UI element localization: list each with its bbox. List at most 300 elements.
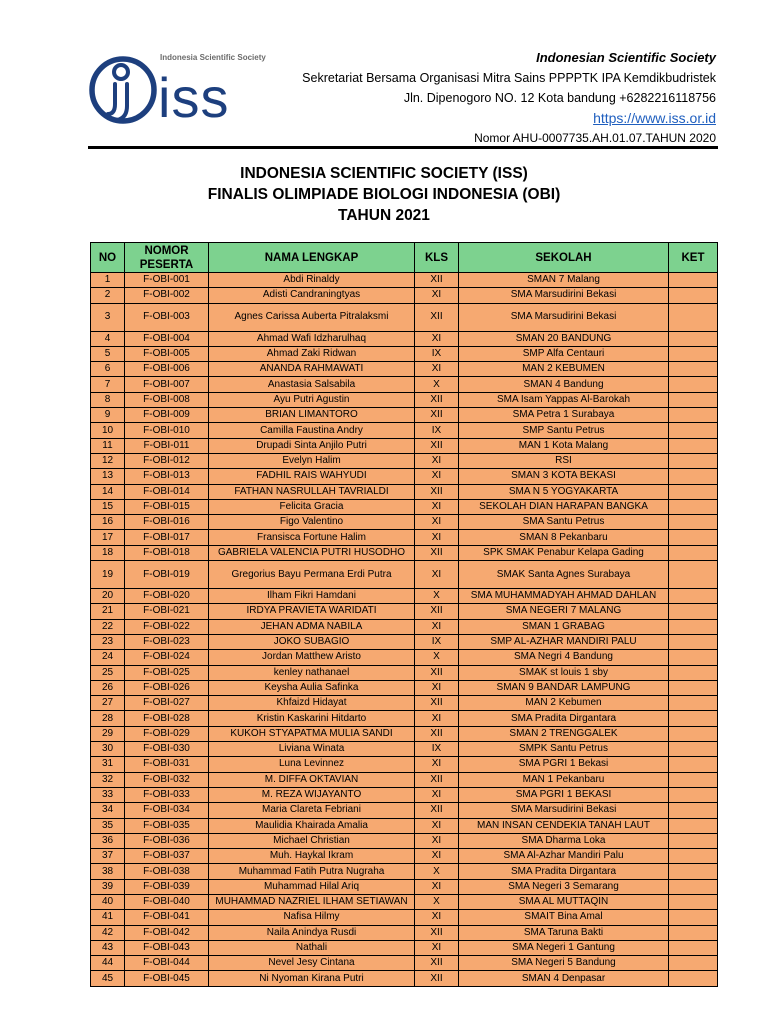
table-row (91, 680, 718, 695)
cell-no: 10 (91, 423, 125, 438)
cell-no: 2 (91, 288, 125, 303)
cell-no: 39 (91, 879, 125, 894)
table-row (91, 499, 718, 514)
cell-nomor-peserta: F-OBI-029 (125, 726, 209, 741)
cell-kls: IX (415, 423, 459, 438)
cell-nama: Drupadi Sinta Anjilo Putri (209, 438, 415, 453)
cell-sekolah: SMA Pradita Dirgantara (459, 864, 669, 879)
cell-nomor-peserta: F-OBI-021 (125, 604, 209, 619)
table-row (91, 787, 718, 802)
table-row (91, 925, 718, 940)
cell-ket (669, 680, 718, 695)
cell-ket (669, 604, 718, 619)
cell-sekolah: SMA Negeri 5 Bandung (459, 956, 669, 971)
header-divider (88, 146, 718, 149)
cell-nomor-peserta: F-OBI-045 (125, 971, 209, 986)
table-row (91, 757, 718, 772)
cell-nama: Maulidia Khairada Amalia (209, 818, 415, 833)
cell-kls: XII (415, 665, 459, 680)
cell-ket (669, 499, 718, 514)
table-row (91, 303, 718, 331)
table-row (91, 619, 718, 634)
cell-ket (669, 879, 718, 894)
table-row (91, 696, 718, 711)
cell-ket (669, 561, 718, 589)
cell-nama: kenley nathanael (209, 665, 415, 680)
cell-nomor-peserta: F-OBI-038 (125, 864, 209, 879)
cell-nomor-peserta: F-OBI-028 (125, 711, 209, 726)
cell-ket (669, 864, 718, 879)
cell-sekolah: SMP Alfa Centauri (459, 346, 669, 361)
cell-sekolah: SMAIT Bina Amal (459, 910, 669, 925)
cell-sekolah: SMAN 8 Pekanbaru (459, 530, 669, 545)
cell-kls: XI (415, 619, 459, 634)
cell-ket (669, 849, 718, 864)
cell-nomor-peserta: F-OBI-014 (125, 484, 209, 499)
table-row (91, 772, 718, 787)
header-kls: KLS (415, 243, 459, 273)
cell-nomor-peserta: F-OBI-044 (125, 956, 209, 971)
cell-kls: X (415, 377, 459, 392)
cell-nama: KUKOH STYAPATMA MULIA SANDI (209, 726, 415, 741)
logo-small-text: Indonesia Scientific Society (160, 53, 266, 62)
cell-kls: XII (415, 273, 459, 288)
cell-kls: XII (415, 803, 459, 818)
website-link[interactable]: https://www.iss.or.id (593, 110, 716, 126)
cell-nama: Naila Anindya Rusdi (209, 925, 415, 940)
cell-nama: JOKO SUBAGIO (209, 634, 415, 649)
cell-no: 5 (91, 346, 125, 361)
cell-kls: IX (415, 346, 459, 361)
cell-no: 38 (91, 864, 125, 879)
cell-nomor-peserta: F-OBI-020 (125, 589, 209, 604)
cell-kls: XII (415, 484, 459, 499)
cell-no: 25 (91, 665, 125, 680)
table-row (91, 561, 718, 589)
cell-nomor-peserta: F-OBI-041 (125, 910, 209, 925)
cell-kls: X (415, 894, 459, 909)
table-row (91, 956, 718, 971)
cell-nomor-peserta: F-OBI-001 (125, 273, 209, 288)
table-row (91, 604, 718, 619)
table-row (91, 377, 718, 392)
table-row (91, 288, 718, 303)
cell-ket (669, 438, 718, 453)
cell-ket (669, 408, 718, 423)
cell-nama: Ilham Fikri Hamdani (209, 589, 415, 604)
cell-sekolah: SMAN 2 TRENGGALEK (459, 726, 669, 741)
cell-kls: XI (415, 362, 459, 377)
table-row (91, 665, 718, 680)
iss-logo (88, 44, 268, 136)
letterhead (302, 48, 716, 148)
cell-ket (669, 619, 718, 634)
cell-nama: Keysha Aulia Safinka (209, 680, 415, 695)
table-row (91, 879, 718, 894)
cell-ket (669, 772, 718, 787)
header-no: NO (91, 243, 125, 273)
cell-ket (669, 665, 718, 680)
table-row (91, 803, 718, 818)
cell-nomor-peserta: F-OBI-016 (125, 515, 209, 530)
table-row (91, 530, 718, 545)
cell-no: 21 (91, 604, 125, 619)
cell-sekolah: MAN 1 Pekanbaru (459, 772, 669, 787)
cell-sekolah: SMPK Santu Petrus (459, 742, 669, 757)
cell-ket (669, 650, 718, 665)
cell-nomor-peserta: F-OBI-022 (125, 619, 209, 634)
cell-nama: Fransisca Fortune Halim (209, 530, 415, 545)
registration-number: Nomor AHU-0007735.AH.01.07.TAHUN 2020 (474, 131, 716, 145)
cell-kls: X (415, 864, 459, 879)
header-ket: KET (669, 243, 718, 273)
cell-kls: XII (415, 408, 459, 423)
cell-sekolah: SMA AL MUTTAQIN (459, 894, 669, 909)
cell-no: 31 (91, 757, 125, 772)
cell-ket (669, 469, 718, 484)
document-title (0, 163, 768, 226)
cell-no: 41 (91, 910, 125, 925)
header-nomor-peserta: NOMOR PESERTA (125, 243, 209, 273)
cell-ket (669, 634, 718, 649)
cell-nomor-peserta: F-OBI-037 (125, 849, 209, 864)
cell-nomor-peserta: F-OBI-013 (125, 469, 209, 484)
cell-no: 30 (91, 742, 125, 757)
cell-nomor-peserta: F-OBI-027 (125, 696, 209, 711)
table-row (91, 346, 718, 361)
cell-sekolah: SMAN 1 GRABAG (459, 619, 669, 634)
cell-sekolah: SMA Isam Yappas Al-Barokah (459, 392, 669, 407)
cell-nomor-peserta: F-OBI-023 (125, 634, 209, 649)
table-row (91, 971, 718, 986)
cell-no: 13 (91, 469, 125, 484)
cell-sekolah: SMA Marsudirini Bekasi (459, 303, 669, 331)
table-row (91, 545, 718, 560)
cell-nomor-peserta: F-OBI-026 (125, 680, 209, 695)
cell-ket (669, 971, 718, 986)
cell-no: 28 (91, 711, 125, 726)
cell-nama: IRDYA PRAVIETA WARIDATI (209, 604, 415, 619)
cell-kls: XII (415, 545, 459, 560)
cell-sekolah: SMAN 4 Bandung (459, 377, 669, 392)
cell-no: 27 (91, 696, 125, 711)
cell-ket (669, 757, 718, 772)
table-row (91, 453, 718, 468)
cell-ket (669, 377, 718, 392)
cell-nomor-peserta: F-OBI-003 (125, 303, 209, 331)
cell-sekolah: SMA Marsudirini Bekasi (459, 803, 669, 818)
cell-nomor-peserta: F-OBI-024 (125, 650, 209, 665)
cell-kls: XI (415, 499, 459, 514)
table-row (91, 392, 718, 407)
cell-kls: XI (415, 879, 459, 894)
cell-no: 45 (91, 971, 125, 986)
cell-nama: Anastasia Salsabila (209, 377, 415, 392)
table-row (91, 894, 718, 909)
cell-kls: XII (415, 604, 459, 619)
cell-kls: XII (415, 726, 459, 741)
cell-nomor-peserta: F-OBI-032 (125, 772, 209, 787)
cell-no: 16 (91, 515, 125, 530)
cell-sekolah: SMA MUHAMMADYAH AHMAD DAHLAN (459, 589, 669, 604)
cell-nama: Liviana Winata (209, 742, 415, 757)
cell-nama: Ayu Putri Agustin (209, 392, 415, 407)
cell-nama: ANANDA RAHMAWATI (209, 362, 415, 377)
cell-nama: Khfaizd Hidayat (209, 696, 415, 711)
cell-no: 19 (91, 561, 125, 589)
cell-sekolah: SMP AL-AZHAR MANDIRI PALU (459, 634, 669, 649)
table-row (91, 910, 718, 925)
cell-sekolah: SMA N 5 YOGYAKARTA (459, 484, 669, 499)
cell-nomor-peserta: F-OBI-012 (125, 453, 209, 468)
cell-sekolah: SMA Taruna Bakti (459, 925, 669, 940)
cell-no: 8 (91, 392, 125, 407)
cell-nomor-peserta: F-OBI-018 (125, 545, 209, 560)
cell-nama: Agnes Carissa Auberta Pitralaksmi (209, 303, 415, 331)
cell-kls: XII (415, 971, 459, 986)
cell-nomor-peserta: F-OBI-042 (125, 925, 209, 940)
cell-sekolah: SMAN 9 BANDAR LAMPUNG (459, 680, 669, 695)
cell-nomor-peserta: F-OBI-009 (125, 408, 209, 423)
cell-ket (669, 484, 718, 499)
iss-logo-icon (88, 44, 158, 136)
cell-nomor-peserta: F-OBI-033 (125, 787, 209, 802)
cell-kls: XII (415, 925, 459, 940)
title-line-1: INDONESIA SCIENTIFIC SOCIETY (ISS) (240, 165, 528, 182)
cell-kls: X (415, 650, 459, 665)
cell-sekolah: SMAN 7 Malang (459, 273, 669, 288)
cell-ket (669, 346, 718, 361)
cell-sekolah: SMA Negeri 3 Semarang (459, 879, 669, 894)
cell-nomor-peserta: F-OBI-043 (125, 940, 209, 955)
cell-ket (669, 545, 718, 560)
cell-nomor-peserta: F-OBI-019 (125, 561, 209, 589)
cell-kls: IX (415, 634, 459, 649)
finalist-table (90, 242, 718, 987)
cell-ket (669, 940, 718, 955)
cell-nama: Felicita Gracia (209, 499, 415, 514)
cell-no: 26 (91, 680, 125, 695)
table-row (91, 650, 718, 665)
cell-no: 18 (91, 545, 125, 560)
cell-sekolah: MAN INSAN CENDEKIA TANAH LAUT (459, 818, 669, 833)
cell-nama: Kristin Kaskarini Hitdarto (209, 711, 415, 726)
cell-sekolah: SMA Petra 1 Surabaya (459, 408, 669, 423)
cell-ket (669, 392, 718, 407)
cell-sekolah: MAN 2 Kebumen (459, 696, 669, 711)
cell-nama: Muh. Haykal Ikram (209, 849, 415, 864)
cell-ket (669, 742, 718, 757)
cell-kls: XII (415, 772, 459, 787)
table-row (91, 362, 718, 377)
cell-ket (669, 362, 718, 377)
cell-nama: Abdi Rinaldy (209, 273, 415, 288)
table-row (91, 423, 718, 438)
cell-nomor-peserta: F-OBI-006 (125, 362, 209, 377)
cell-ket (669, 803, 718, 818)
cell-nama: Ahmad Zaki Ridwan (209, 346, 415, 361)
cell-sekolah: SPK SMAK Penabur Kelapa Gading (459, 545, 669, 560)
cell-sekolah: SMA Marsudirini Bekasi (459, 288, 669, 303)
cell-nama: MUHAMMAD NAZRIEL ILHAM SETIAWAN (209, 894, 415, 909)
cell-no: 24 (91, 650, 125, 665)
cell-kls: XI (415, 515, 459, 530)
cell-no: 42 (91, 925, 125, 940)
cell-kls: XI (415, 469, 459, 484)
cell-no: 17 (91, 530, 125, 545)
cell-ket (669, 273, 718, 288)
cell-no: 12 (91, 453, 125, 468)
table-row (91, 849, 718, 864)
cell-nama: Muhammad Hilal Ariq (209, 879, 415, 894)
title-line-3: TAHUN 2021 (338, 207, 430, 224)
cell-no: 35 (91, 818, 125, 833)
logo-wordmark: iss (158, 66, 230, 129)
cell-no: 44 (91, 956, 125, 971)
cell-sekolah: SMP Santu Petrus (459, 423, 669, 438)
cell-nomor-peserta: F-OBI-025 (125, 665, 209, 680)
cell-sekolah: SMAN 20 BANDUNG (459, 331, 669, 346)
cell-kls: XI (415, 530, 459, 545)
cell-kls: XI (415, 757, 459, 772)
cell-sekolah: SEKOLAH DIAN HARAPAN BANGKA (459, 499, 669, 514)
cell-sekolah: SMA NEGERI 7 MALANG (459, 604, 669, 619)
cell-kls: XII (415, 956, 459, 971)
cell-nomor-peserta: F-OBI-015 (125, 499, 209, 514)
cell-nomor-peserta: F-OBI-030 (125, 742, 209, 757)
cell-nama: Evelyn Halim (209, 453, 415, 468)
cell-nama: M. DIFFA OKTAVIAN (209, 772, 415, 787)
cell-ket (669, 453, 718, 468)
cell-sekolah: RSI (459, 453, 669, 468)
cell-nama: Nafisa Hilmy (209, 910, 415, 925)
cell-nama: JEHAN ADMA NABILA (209, 619, 415, 634)
cell-ket (669, 833, 718, 848)
cell-no: 14 (91, 484, 125, 499)
cell-ket (669, 726, 718, 741)
cell-kls: XI (415, 940, 459, 955)
cell-nomor-peserta: F-OBI-031 (125, 757, 209, 772)
cell-kls: IX (415, 742, 459, 757)
cell-nomor-peserta: F-OBI-039 (125, 879, 209, 894)
cell-no: 9 (91, 408, 125, 423)
table-row (91, 589, 718, 604)
cell-no: 23 (91, 634, 125, 649)
cell-nama: Figo Valentino (209, 515, 415, 530)
table-row (91, 711, 718, 726)
cell-no: 22 (91, 619, 125, 634)
cell-kls: XI (415, 453, 459, 468)
cell-nama: Ahmad Wafi Idzharulhaq (209, 331, 415, 346)
cell-sekolah: SMA Negeri 1 Gantung (459, 940, 669, 955)
cell-ket (669, 288, 718, 303)
table-row (91, 726, 718, 741)
table-row (91, 742, 718, 757)
cell-nama: Ni Nyoman Kirana Putri (209, 971, 415, 986)
cell-ket (669, 530, 718, 545)
table-header-row (91, 243, 718, 273)
title-line-2: FINALIS OLIMPIADE BIOLOGI INDONESIA (OBI) (207, 186, 561, 203)
cell-nomor-peserta: F-OBI-036 (125, 833, 209, 848)
cell-kls: X (415, 589, 459, 604)
cell-nama: Gregorius Bayu Permana Erdi Putra (209, 561, 415, 589)
cell-ket (669, 331, 718, 346)
address-line-2: Jln. Dipenogoro NO. 12 Kota bandung +6282216118756 (403, 91, 716, 105)
table-row (91, 833, 718, 848)
cell-nomor-peserta: F-OBI-017 (125, 530, 209, 545)
address-line-1: Sekretariat Bersama Organisasi Mitra Sains PPPPTK IPA Kemdikbudristek (302, 71, 716, 85)
cell-kls: XI (415, 331, 459, 346)
table-row (91, 408, 718, 423)
cell-sekolah: MAN 1 Kota Malang (459, 438, 669, 453)
cell-nama: Nevel Jesy Cintana (209, 956, 415, 971)
table-row (91, 469, 718, 484)
cell-sekolah: SMA PGRI 1 BEKASI (459, 787, 669, 802)
cell-nama: Muhammad Fatih Putra Nugraha (209, 864, 415, 879)
cell-ket (669, 787, 718, 802)
table-row (91, 940, 718, 955)
cell-nama: Camilla Faustina Andry (209, 423, 415, 438)
cell-nomor-peserta: F-OBI-008 (125, 392, 209, 407)
cell-kls: XII (415, 438, 459, 453)
cell-ket (669, 894, 718, 909)
cell-kls: XI (415, 787, 459, 802)
cell-no: 20 (91, 589, 125, 604)
cell-kls: XI (415, 561, 459, 589)
cell-kls: XII (415, 303, 459, 331)
cell-sekolah: SMAN 3 KOTA BEKASI (459, 469, 669, 484)
cell-nomor-peserta: F-OBI-040 (125, 894, 209, 909)
cell-nama: Adisti Candraningtyas (209, 288, 415, 303)
cell-nama: Michael Christian (209, 833, 415, 848)
table-row (91, 273, 718, 288)
cell-ket (669, 818, 718, 833)
cell-nomor-peserta: F-OBI-011 (125, 438, 209, 453)
cell-ket (669, 956, 718, 971)
cell-ket (669, 910, 718, 925)
table-row (91, 818, 718, 833)
table-row (91, 515, 718, 530)
cell-kls: XI (415, 818, 459, 833)
cell-nama: FATHAN NASRULLAH TAVRIALDI (209, 484, 415, 499)
cell-nomor-peserta: F-OBI-010 (125, 423, 209, 438)
cell-sekolah: SMA Negri 4 Bandung (459, 650, 669, 665)
table-row (91, 864, 718, 879)
cell-nama: Maria Clareta Febriani (209, 803, 415, 818)
cell-no: 32 (91, 772, 125, 787)
cell-no: 40 (91, 894, 125, 909)
cell-no: 7 (91, 377, 125, 392)
cell-no: 3 (91, 303, 125, 331)
cell-sekolah: SMA PGRI 1 Bekasi (459, 757, 669, 772)
cell-kls: XII (415, 392, 459, 407)
cell-kls: XI (415, 849, 459, 864)
cell-kls: XII (415, 696, 459, 711)
cell-nama: FADHIL RAIS WAHYUDI (209, 469, 415, 484)
cell-sekolah: SMA Dharma Loka (459, 833, 669, 848)
cell-nama: Luna Levinnez (209, 757, 415, 772)
header-sekolah: SEKOLAH (459, 243, 669, 273)
cell-ket (669, 711, 718, 726)
cell-no: 37 (91, 849, 125, 864)
table-row (91, 331, 718, 346)
cell-ket (669, 423, 718, 438)
cell-kls: XI (415, 833, 459, 848)
cell-sekolah: SMAK st louis 1 sby (459, 665, 669, 680)
table-row (91, 484, 718, 499)
cell-nomor-peserta: F-OBI-035 (125, 818, 209, 833)
table-row (91, 634, 718, 649)
